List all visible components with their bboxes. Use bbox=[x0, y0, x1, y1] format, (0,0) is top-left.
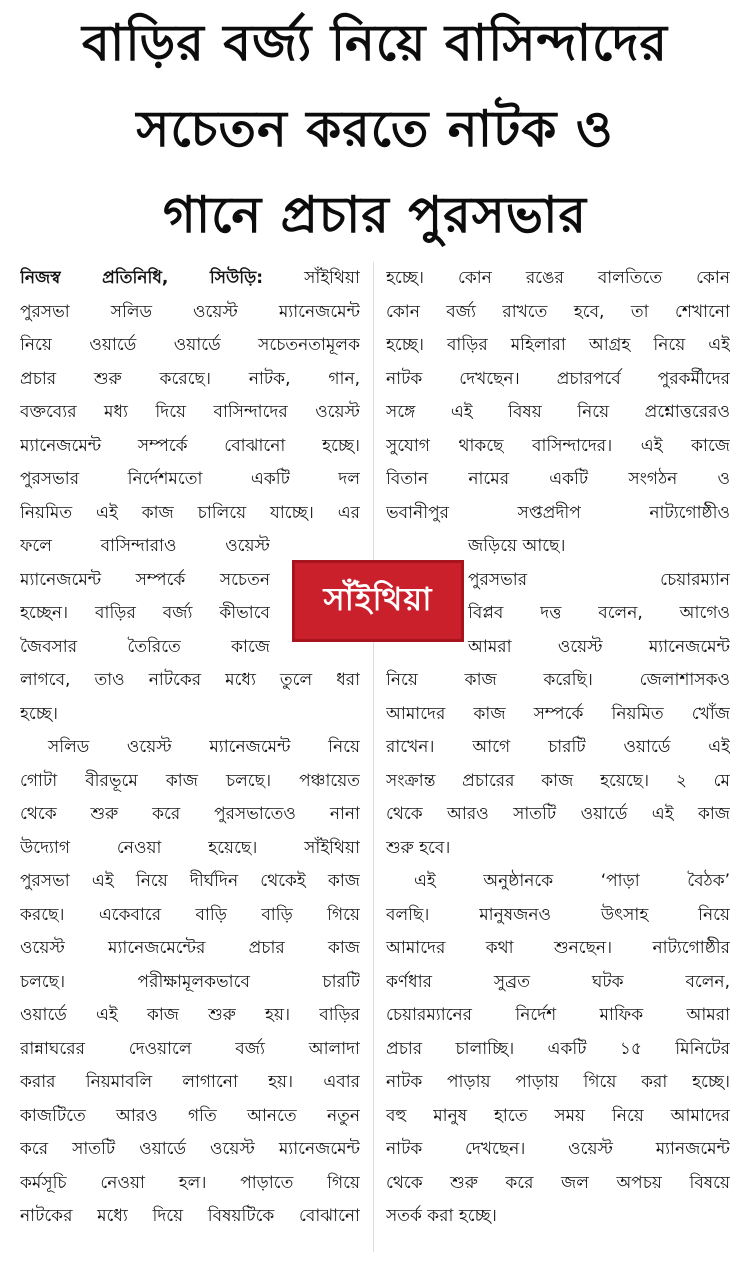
article-line: লাগবে, তাও নাটকের মধ্যে তুলে ধরা bbox=[20, 670, 360, 690]
article-column-right bbox=[386, 262, 730, 1234]
article-line: আমরা ওয়েস্ট ম্যানেজমেন্ট bbox=[468, 636, 730, 657]
article-line: চলছে। পরীক্ষামূলকভাবে চারটি bbox=[20, 971, 360, 992]
article-line: পুরসভার নির্দেশমতো একটি দল bbox=[20, 469, 360, 489]
article-line: নাটকের মধ্যে দিয়ে বিষয়টিকে বোঝানো bbox=[20, 1206, 360, 1226]
article-line: নিয়ে ওয়ার্ডে ওয়ার্ডে সচেতনতামূলক bbox=[20, 335, 360, 355]
article-line: পুরসভা এই নিয়ে দীর্ঘদিন থেকেই কাজ bbox=[20, 871, 360, 891]
article-line: কর্ণধার সুব্রত ঘটক বলেন, bbox=[386, 971, 730, 992]
article-line: বক্তব্যের মধ্য দিয়ে বাসিন্দাদের ওয়েস্ট bbox=[20, 402, 360, 422]
article-line: হচ্ছে। বাড়ির মহিলারা আগ্রহ নিয়ে এই bbox=[386, 335, 730, 355]
article-line: হচ্ছে। bbox=[20, 703, 58, 724]
article-line: পুরসভার চেয়ারম্যান bbox=[468, 569, 730, 590]
headline-line-2: সচেতন করতে নাটক ও bbox=[136, 100, 614, 158]
article-line: গোটা বীরভূমে কাজ চলছে। পঞ্চায়েত bbox=[20, 770, 360, 791]
article-line: থেকে শুরু করে জল অপচয় বিষয়ে bbox=[386, 1172, 730, 1193]
article-line: বহু মানুষ হাতে সময় নিয়ে আমাদের bbox=[386, 1105, 730, 1126]
article-line: নাটক পাড়ায় পাড়ায় গিয়ে করা হচ্ছে। bbox=[386, 1072, 730, 1092]
article-line: থেকে আরও সাতটি ওয়ার্ডে এই কাজ bbox=[386, 804, 730, 824]
article-line: শুরু হবে। bbox=[386, 837, 451, 858]
article-line: ম্যানেজমেন্ট সম্পর্কে সচেতন bbox=[20, 569, 270, 590]
headline-line-1: বাড়ির বর্জ্য নিয়ে বাসিন্দাদের bbox=[82, 14, 668, 72]
article-line: থেকে শুরু করে পুরসভাতেও নানা bbox=[20, 804, 360, 824]
article-line: আমাদের কাজ সম্পর্কে নিয়মিত খোঁজ bbox=[386, 703, 730, 724]
article-line: পুরসভা সলিড ওয়েস্ট ম্যানেজমেন্ট bbox=[20, 301, 360, 322]
article-column-left bbox=[20, 262, 360, 1234]
article-line: উদ্যোগ নেওয়া হয়েছে। সাঁইথিয়া bbox=[20, 837, 360, 858]
article-line: সংক্রান্ত প্রচারের কাজ হয়েছে। ২ মে bbox=[386, 770, 730, 791]
article-line: করছে। একেবারে বাড়ি বাড়ি গিয়ে bbox=[20, 904, 360, 925]
article-line: জড়িয়ে আছে। bbox=[468, 536, 566, 556]
article-line: করে সাতটি ওয়ার্ডে ওয়েস্ট ম্যানেজমেন্ট bbox=[20, 1139, 360, 1159]
article-line: নাটক দেখছেন। ওয়েস্ট ম্যানজমেন্ট bbox=[386, 1139, 730, 1159]
headline-line-3: গানে প্রচার পুরসভার bbox=[162, 186, 588, 244]
article-line: বিতান নামের একটি সংগঠন ও bbox=[386, 469, 730, 489]
article-line: বলছি। মানুষজনও উৎসাহ নিয়ে bbox=[386, 904, 730, 925]
article-line: আমাদের কথা শুনছেন। নাট্যগোষ্ঠীর bbox=[386, 938, 730, 958]
article-line: প্রচার চালাচ্ছি। একটি ১৫ মিনিটের bbox=[386, 1038, 730, 1059]
article-line: কোন বর্জ্য রাখতে হবে, তা শেখানো bbox=[386, 301, 730, 322]
article-line: কাজটিতে আরও গতি আনতে নতুন bbox=[20, 1105, 360, 1126]
column-divider bbox=[373, 262, 374, 1252]
logo-text: সাঁইথিয়া bbox=[323, 580, 433, 618]
article-line: চেয়ারম্যানের নির্দেশ মাফিক আমরা bbox=[386, 1005, 730, 1025]
article-line: করার নিয়মাবলি লাগানো হয়। এবার bbox=[20, 1072, 360, 1092]
article-line: ম্যানেজমেন্ট সম্পর্কে বোঝানো হচ্ছে। bbox=[20, 435, 360, 456]
article-line: হচ্ছে। কোন রঙের বালতিতে কোন bbox=[386, 268, 730, 288]
article-line: সঙ্গে এই বিষয় নিয়ে প্রশ্নোত্তরেরও bbox=[386, 402, 730, 422]
article-line: রাখেন। আগে চারটি ওয়ার্ডে এই bbox=[386, 737, 730, 757]
article-line: সুযোগ থাকছে বাসিন্দাদের। এই কাজে bbox=[386, 435, 730, 456]
article-line: নিয়মিত এই কাজ চালিয়ে যাচ্ছে। এর bbox=[20, 502, 360, 523]
article-line: ভবানীপুর সপ্তপ্রদীপ নাট্যগোষ্ঠীও bbox=[386, 502, 730, 523]
article-line: নিজস্ব প্রতিনিধি, সিউড়ি: সাঁইথিয়া bbox=[20, 268, 360, 288]
article-line: প্রচার শুরু করেছে। নাটক, গান, bbox=[20, 368, 360, 389]
article-line: ওয়ার্ডে এই কাজ শুরু হয়। বাড়ির bbox=[20, 1005, 360, 1025]
article-line: হচ্ছেন। বাড়ির বর্জ্য কীভাবে bbox=[20, 603, 270, 623]
article-line: বিপ্লব দত্ত বলেন, আগেও bbox=[468, 603, 730, 623]
dateline: নিজস্ব প্রতিনিধি, সিউড়ি: bbox=[20, 268, 264, 288]
article-line: জৈবসার তৈরিতে কাজে bbox=[20, 636, 270, 657]
headline bbox=[0, 0, 750, 250]
article-line: নাটক দেখছেন। প্রচারপর্বে পুরকর্মীদের bbox=[386, 368, 730, 389]
article-line: ফলে বাসিন্দারাও ওয়েস্ট bbox=[20, 536, 270, 556]
article-line: সলিড ওয়েস্ট ম্যানেজমেন্ট নিয়ে bbox=[48, 737, 360, 757]
article-line: কর্মসূচি নেওয়া হল। পাড়াতে গিয়ে bbox=[20, 1172, 360, 1193]
article-line: সতর্ক করা হচ্ছে। bbox=[386, 1206, 497, 1226]
article-line: নিয়ে কাজ করেছি। জেলাশাসকও bbox=[386, 670, 730, 690]
article-line: ওয়েস্ট ম্যানেজমেন্টের প্রচার কাজ bbox=[20, 938, 360, 958]
article-line: রান্নাঘরের দেওয়ালে বর্জ্য আলাদা bbox=[20, 1038, 360, 1059]
article-line: এই অনুষ্ঠানকে ‘পাড়া বৈঠক’ bbox=[414, 871, 730, 891]
